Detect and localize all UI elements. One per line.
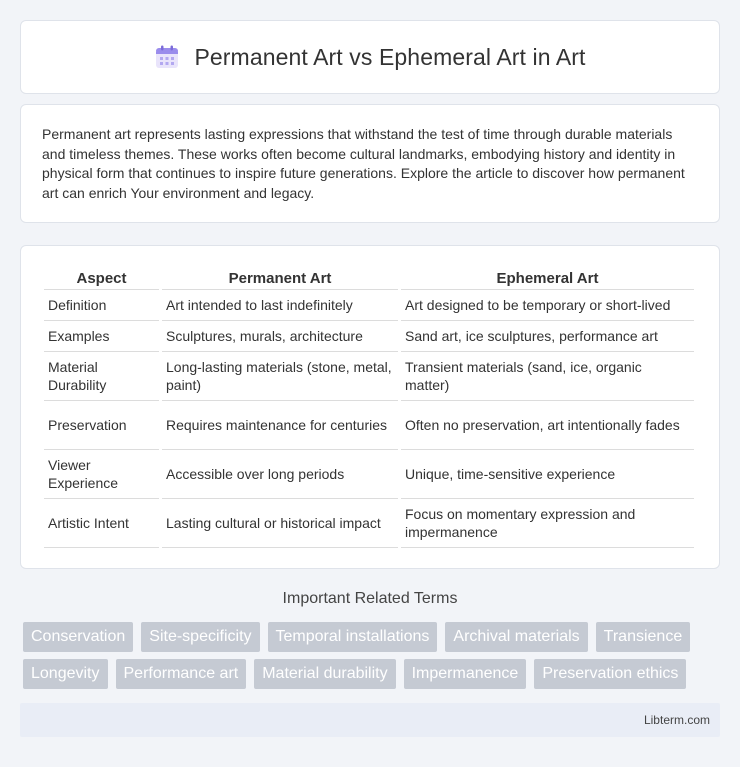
tag-transience[interactable]: Transience	[596, 622, 691, 652]
header-aspect: Aspect	[44, 266, 159, 290]
table-row	[44, 401, 694, 450]
tag-row	[23, 659, 723, 689]
intro-text: Permanent art represents lasting expressions that withstand the test of time through durable materials and timeless themes. These works often become cultural landmarks, embodying history and identity in physical form that continues to inspire future generations. Explore the article to discover how permanent art can enrich Your environment and legacy.	[42, 126, 685, 201]
table-row	[44, 499, 694, 548]
tag-performance-art[interactable]: Performance art	[116, 659, 247, 689]
table-cell: Accessible over long periods	[162, 450, 398, 499]
intro-card	[20, 104, 720, 223]
table-cell: Requires maintenance for centuries	[162, 401, 398, 450]
table-cell: Preservation	[44, 401, 159, 450]
title-wrap	[154, 44, 585, 71]
table-cell: Material Durability	[44, 352, 159, 401]
tag-impermanence[interactable]: Impermanence	[404, 659, 527, 689]
table-row	[44, 321, 694, 352]
table-cell: Long-lasting materials (stone, metal, paint)	[162, 352, 398, 401]
tag-longevity[interactable]: Longevity	[23, 659, 108, 689]
header-ephemeral-art: Ephemeral Art	[401, 266, 694, 290]
tag-conservation[interactable]: Conservation	[23, 622, 133, 652]
table-cell: Focus on momentary expression and impermanence	[401, 499, 694, 548]
table-cell: Art designed to be temporary or short-lived	[401, 290, 694, 321]
table-cell: Art intended to last indefinitely	[162, 290, 398, 321]
tag-site-specificity[interactable]: Site-specificity	[141, 622, 259, 652]
footer-site-link[interactable]: Libterm.com	[643, 713, 710, 727]
tag-material-durability[interactable]: Material durability	[254, 659, 395, 689]
header-card	[20, 20, 720, 94]
tag-archival-materials[interactable]: Archival materials	[445, 622, 587, 652]
table-cell: Sand art, ice sculptures, performance art	[401, 321, 694, 352]
table-cell: Artistic Intent	[44, 499, 159, 548]
related-terms-title: Important Related Terms	[282, 590, 458, 607]
table-cell: Often no preservation, art intentionally fades	[401, 401, 694, 450]
table-cell: Lasting cultural or historical impact	[162, 499, 398, 548]
comparison-table	[41, 266, 697, 548]
table-row	[44, 352, 694, 401]
calendar-icon	[154, 44, 180, 70]
table-cell: Viewer Experience	[44, 450, 159, 499]
table-cell: Unique, time-sensitive experience	[401, 450, 694, 499]
tag-preservation-ethics[interactable]: Preservation ethics	[534, 659, 686, 689]
header-permanent-art: Permanent Art	[162, 266, 398, 290]
table-header-row	[44, 266, 694, 290]
tag-temporal-installations[interactable]: Temporal installations	[268, 622, 438, 652]
footer	[20, 703, 720, 737]
table-cell: Definition	[44, 290, 159, 321]
tag-row	[23, 622, 723, 652]
comparison-table-card	[20, 245, 720, 569]
page-title: Permanent Art vs Ephemeral Art in Art	[194, 43, 586, 70]
related-terms-tags	[23, 622, 723, 696]
table-cell: Sculptures, murals, architecture	[162, 321, 398, 352]
table-row	[44, 450, 694, 499]
table-cell: Examples	[44, 321, 159, 352]
table-row	[44, 290, 694, 321]
table-cell: Transient materials (sand, ice, organic matter)	[401, 352, 694, 401]
